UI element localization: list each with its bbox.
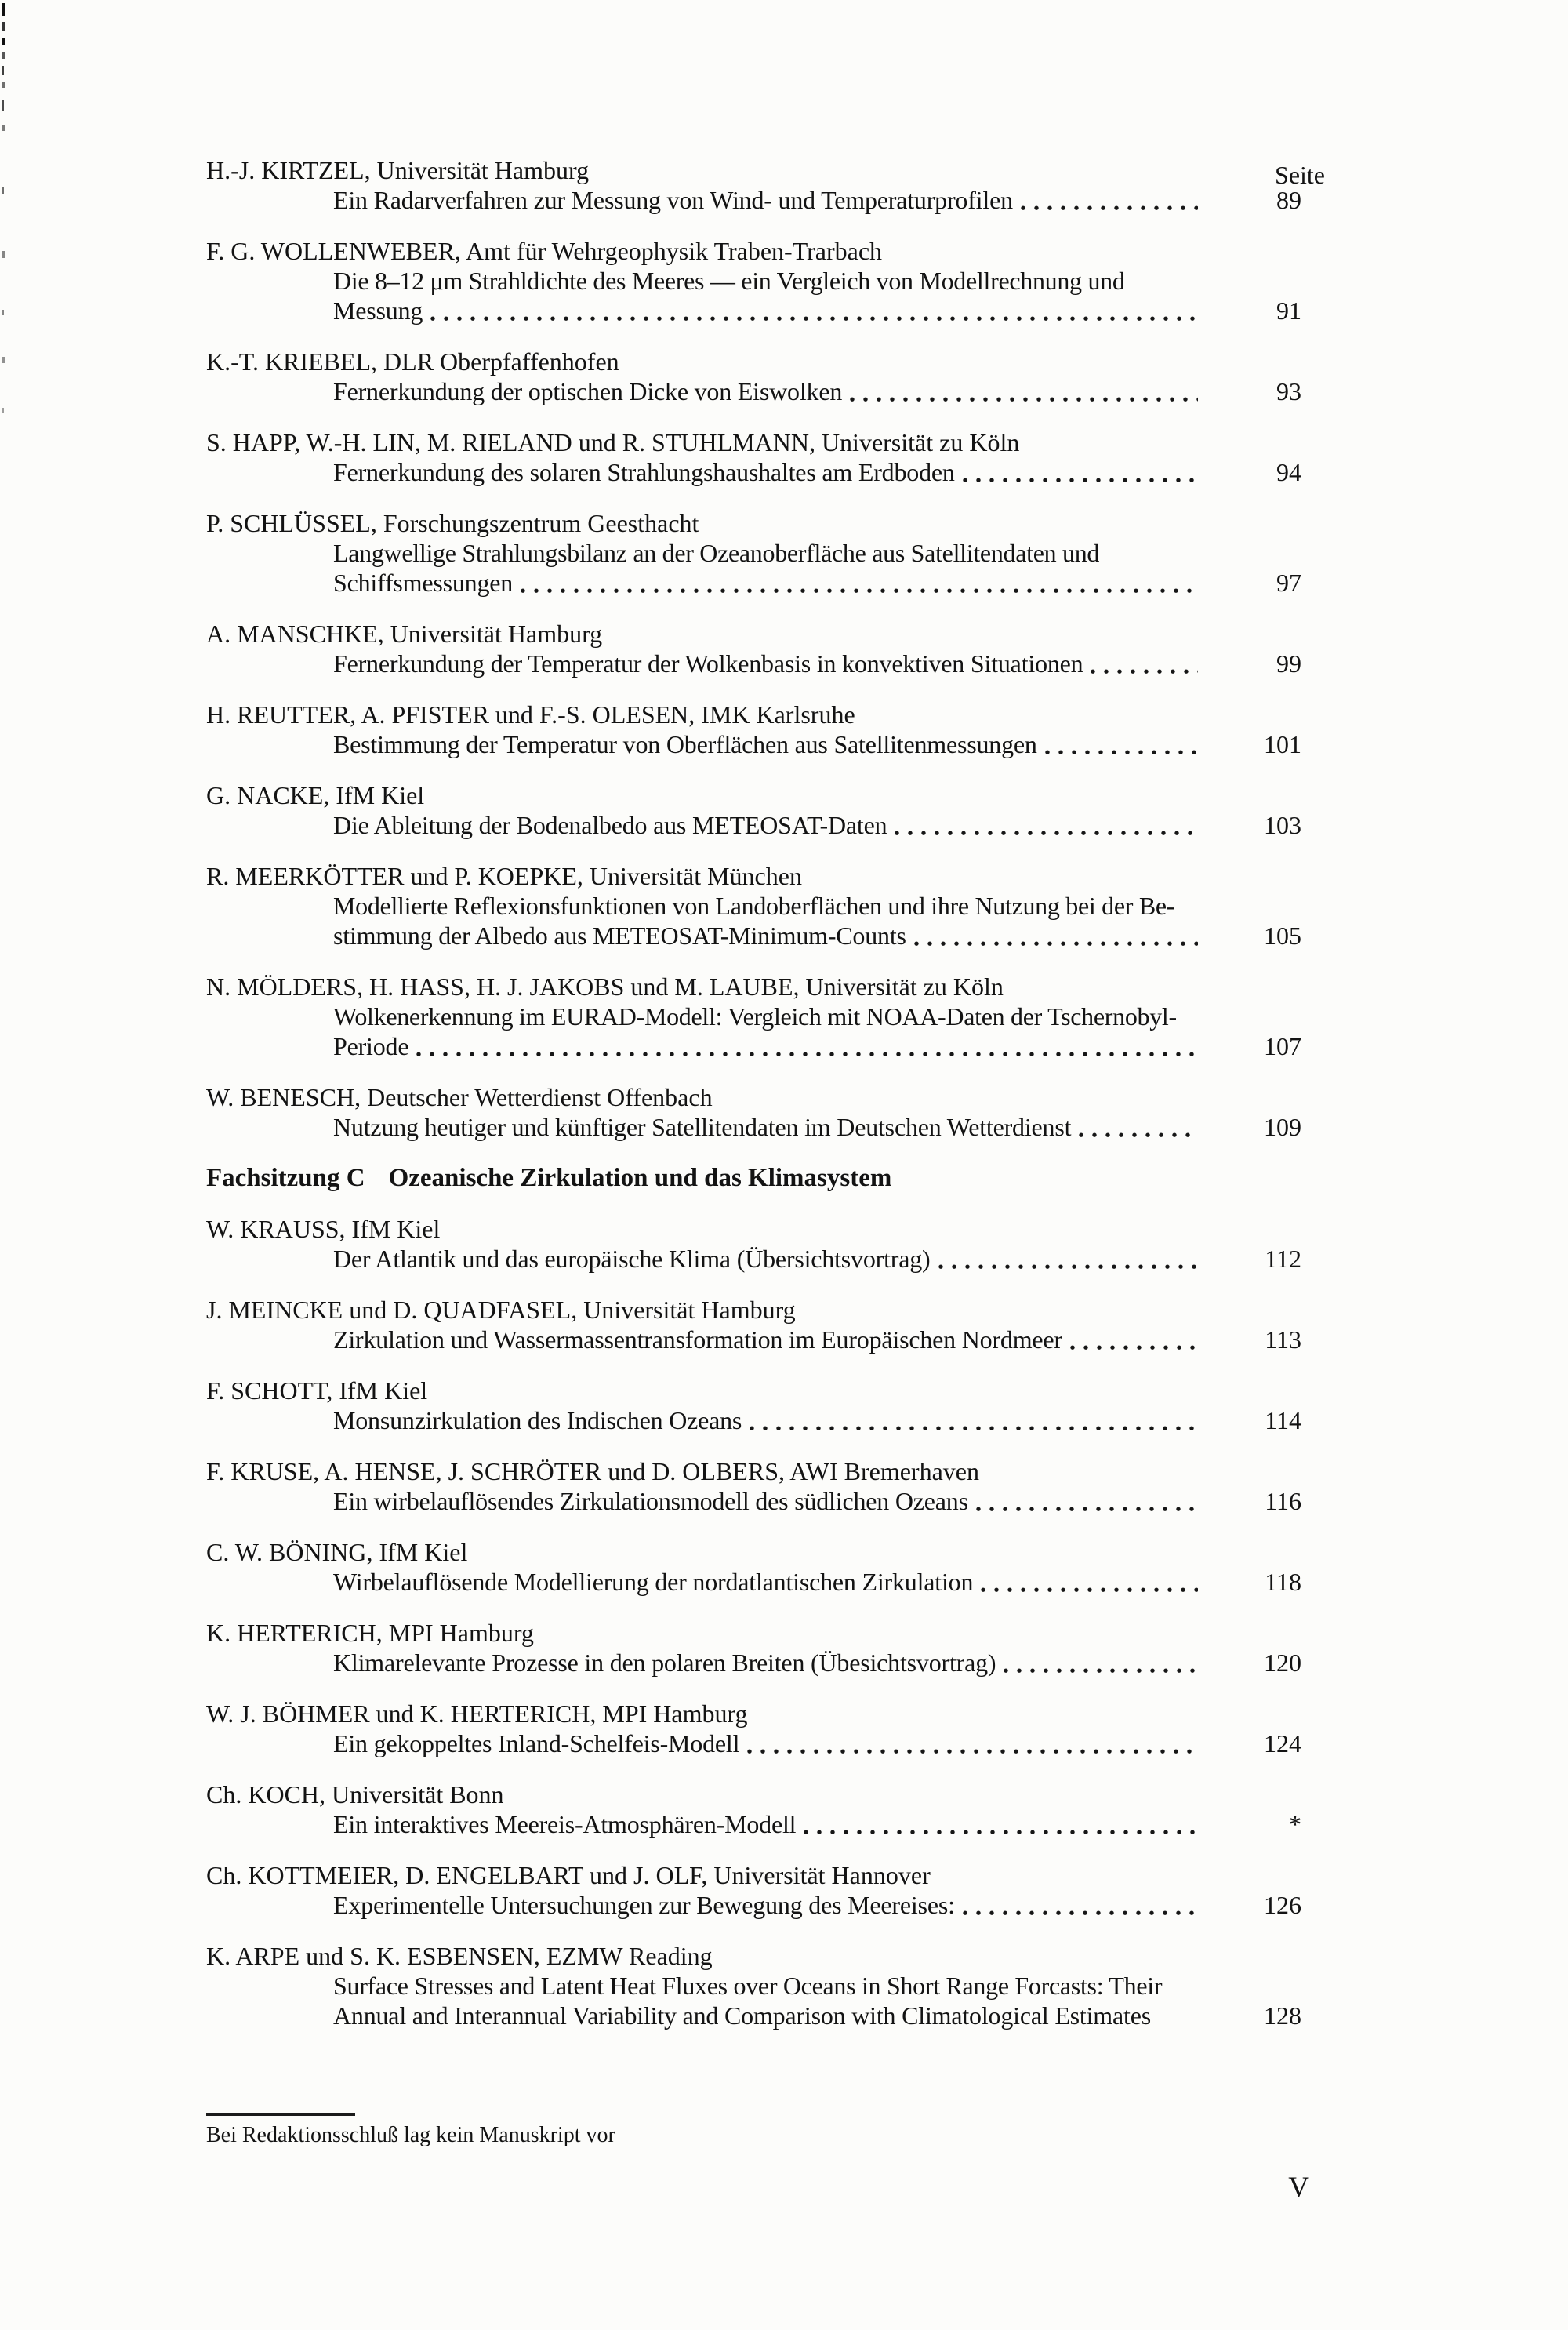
entry-authors: K. ARPE und S. K. ESBENSEN, EZMW Reading (206, 1942, 713, 1970)
entry-title-row (333, 1728, 1301, 1758)
entry-title-row (333, 1244, 1301, 1274)
entry-title-row (333, 1031, 1301, 1061)
entry-page-number: 97 (1276, 569, 1301, 597)
entry-page-number: 114 (1265, 1406, 1301, 1434)
scan-artifact (2, 22, 5, 31)
entry-title: Bestimmung der Temperatur von Oberflächen aus Satellitenmessungen (333, 730, 1037, 758)
entry-title: Schiffsmessungen (333, 569, 514, 597)
entry-title: stimmung der Albedo aus METEOSAT-Minimum-Counts (333, 921, 906, 950)
dot-leader (416, 1052, 1198, 1057)
entry-title-line: Die 8–12 μm Strahldichte des Meeres — ein Vergleich von Modellrechnung und (333, 267, 1125, 295)
entry-title: Die Ableitung der Bodenalbedo aus METEOSAT-Daten (333, 811, 887, 839)
toc-entry (206, 347, 1301, 406)
dot-leader (976, 1507, 1198, 1512)
scan-artifact (2, 82, 5, 88)
entry-title: Fernerkundung des solaren Strahlungshaushaltes am Erdboden (333, 458, 955, 486)
entry-titles (333, 1405, 1301, 1435)
dot-leader (750, 1426, 1198, 1431)
entry-page-number: 89 (1276, 186, 1301, 214)
entry-authors: R. MEERKÖTTER und P. KOEPKE, Universität München (206, 862, 802, 890)
entry-page-number: 113 (1265, 1325, 1301, 1354)
dot-leader (1079, 1132, 1198, 1138)
scan-artifact (2, 125, 5, 131)
entry-authors: G. NACKE, IfM Kiel (206, 781, 425, 809)
toc-entry (206, 1860, 1301, 1920)
entry-page-number: 128 (1264, 2001, 1301, 2030)
entry-titles (333, 1648, 1301, 1678)
entry-page-number: 109 (1264, 1113, 1301, 1141)
entry-title: Monsunzirkulation des Indischen Ozeans (333, 1406, 742, 1434)
entry-page-number: 126 (1264, 1891, 1301, 1919)
entry-authors: P. SCHLÜSSEL, Forschungszentrum Geesthacht (206, 509, 699, 537)
entry-title-row (333, 185, 1301, 215)
entry-title-row (333, 1405, 1301, 1435)
entry-page-number: 112 (1265, 1245, 1301, 1273)
entry-title-row (333, 810, 1301, 840)
scan-artifact (2, 3, 5, 16)
entry-title-row (333, 1486, 1301, 1516)
entry-titles (333, 457, 1301, 487)
dot-leader (430, 316, 1198, 322)
dot-leader (1045, 750, 1198, 755)
entry-titles (333, 1890, 1301, 1920)
toc-entry (206, 619, 1301, 678)
toc-entry (206, 236, 1301, 325)
entry-page-number: 91 (1276, 296, 1301, 325)
entry-titles (333, 185, 1301, 215)
toc-entry (206, 155, 1301, 215)
toc-entry (206, 972, 1301, 1061)
entry-title: Messung (333, 296, 423, 325)
scan-artifact (2, 66, 4, 75)
scan-artifact (2, 187, 4, 194)
entry-title-row (333, 376, 1301, 406)
entry-page-number: 120 (1264, 1648, 1301, 1677)
entry-titles (333, 1809, 1301, 1839)
entry-title: Wirbelauflösende Modellierung der nordatlantischen Zirkulation (333, 1568, 974, 1596)
page-column-header: Seite (1275, 161, 1325, 189)
toc-entry (206, 780, 1301, 840)
entry-title-row (333, 1567, 1301, 1597)
scan-artifact (2, 251, 5, 258)
entry-authors: F. G. WOLLENWEBER, Amt für Wehrgeophysik Traben-Trarbach (206, 237, 883, 265)
entry-titles (333, 1567, 1301, 1597)
entry-title-row (333, 568, 1301, 598)
entry-title-line: Wolkenerkennung im EURAD-Modell: Vergleich mit NOAA-Daten der Tschernobyl- (333, 1002, 1177, 1031)
scan-artifact (2, 100, 4, 111)
toc-entry (206, 1082, 1301, 1142)
toc-entry (206, 1376, 1301, 1435)
entry-titles (333, 891, 1301, 951)
entry-title: Fernerkundung der optischen Dicke von Eiswolken (333, 377, 843, 405)
entry-titles (333, 729, 1301, 759)
toc-entry (206, 1456, 1301, 1516)
scan-artifact (2, 38, 5, 45)
entry-authors: K. HERTERICH, MPI Hamburg (206, 1619, 534, 1647)
entry-title-row (333, 1325, 1301, 1354)
scan-artifact (2, 408, 4, 413)
entry-title: Nutzung heutiger und künftiger Satellitendaten im Deutschen Wetterdienst (333, 1113, 1072, 1141)
entry-authors: F. KRUSE, A. HENSE, J. SCHRÖTER und D. OLBERS, AWI Bremerhaven (206, 1457, 979, 1485)
entry-authors: Ch. KOTTMEIER, D. ENGELBART und J. OLF, Universität Hannover (206, 1861, 931, 1889)
entry-page-number: 118 (1265, 1568, 1301, 1596)
entry-titles (333, 649, 1301, 678)
entry-title-row (333, 1809, 1301, 1839)
toc-entry (206, 861, 1301, 951)
entry-title: Periode (333, 1032, 409, 1060)
dot-leader (850, 397, 1198, 402)
entry-page-number: 103 (1264, 811, 1301, 839)
scan-artifact (2, 357, 5, 363)
toc-entry (206, 508, 1301, 598)
entry-titles (333, 538, 1301, 598)
entry-title-line: Modellierte Reflexionsfunktionen von Landoberflächen und ihre Nutzung bei der Be- (333, 892, 1175, 920)
dot-leader (1021, 205, 1198, 211)
scan-artifact (2, 310, 4, 315)
entry-titles (333, 1486, 1301, 1516)
dot-leader (1091, 669, 1198, 674)
dot-leader (747, 1749, 1198, 1754)
dot-leader (804, 1830, 1198, 1835)
entry-title: Ein interaktives Meereis-Atmosphären-Modell (333, 1810, 797, 1838)
entry-authors: K.-T. KRIEBEL, DLR Oberpfaffenhofen (206, 347, 619, 376)
entry-title-row (333, 1112, 1301, 1142)
dot-leader (1004, 1668, 1198, 1674)
entry-authors: N. MÖLDERS, H. HASS, H. J. JAKOBS und M. LAUBE, Universität zu Köln (206, 972, 1004, 1001)
entry-authors: W. KRAUSS, IfM Kiel (206, 1215, 441, 1243)
entry-authors: A. MANSCHKE, Universität Hamburg (206, 620, 603, 648)
entry-titles (333, 376, 1301, 406)
entry-title: Ein wirbelauflösendes Zirkulationsmodell des südlichen Ozeans (333, 1487, 968, 1515)
toc-entry (206, 1618, 1301, 1678)
entry-title-row (333, 921, 1301, 951)
entry-title: Ein Radarverfahren zur Messung von Wind- und Temperaturprofilen (333, 186, 1013, 214)
entry-authors: H.-J. KIRTZEL, Universität Hamburg (206, 156, 590, 184)
section-header-label: Fachsitzung C (206, 1164, 365, 1192)
entry-title-row (333, 296, 1301, 325)
entry-title-row (333, 1890, 1301, 1920)
entry-authors: S. HAPP, W.-H. LIN, M. RIELAND und R. STUHLMANN, Universität zu Köln (206, 428, 1020, 456)
entry-page-number: 107 (1264, 1032, 1301, 1060)
dot-leader (895, 831, 1198, 836)
entry-title: Experimentelle Untersuchungen zur Bewegung des Meereises: (333, 1891, 955, 1919)
toc-entry (206, 1779, 1301, 1839)
entry-title: Klimarelevante Prozesse in den polaren Breiten (Übesichtsvortrag) (333, 1648, 996, 1677)
entry-title-row (333, 1648, 1301, 1678)
entry-page-number: 101 (1264, 730, 1301, 758)
entry-title-row (333, 649, 1301, 678)
dot-leader (963, 1910, 1198, 1916)
entry-page-number: 105 (1264, 921, 1301, 950)
toc-entry (206, 1699, 1301, 1758)
entry-titles (333, 1971, 1301, 2030)
entry-titles (333, 810, 1301, 840)
toc-entry (206, 427, 1301, 487)
toc-entry (206, 1537, 1301, 1597)
entry-title: Der Atlantik und das europäische Klima (Übersichtsvortrag) (333, 1245, 931, 1273)
entry-page-number: 99 (1276, 649, 1301, 678)
entry-title-line: Langwellige Strahlungsbilanz an der Ozeanoberfläche aus Satellitendaten und (333, 539, 1100, 567)
footnote-text: Bei Redaktionsschluß lag kein Manuskript vor (206, 2123, 615, 2147)
entry-title: Fernerkundung der Temperatur der Wolkenbasis in konvektiven Situationen (333, 649, 1083, 678)
entry-title: Zirkulation und Wassermassentransformation im Europäischen Nordmeer (333, 1325, 1062, 1354)
entry-titles (333, 1112, 1301, 1142)
entry-authors: W. J. BÖHMER und K. HERTERICH, MPI Hamburg (206, 1699, 748, 1728)
entry-authors: J. MEINCKE und D. QUADFASEL, Universität Hamburg (206, 1296, 796, 1324)
dot-leader (981, 1587, 1198, 1593)
entry-titles (333, 1325, 1301, 1354)
entry-titles (333, 266, 1301, 325)
entry-title-row (333, 2001, 1301, 2030)
dot-leader (914, 941, 1198, 947)
dot-leader (521, 588, 1198, 594)
dot-leader (1070, 1345, 1198, 1350)
toc-entry (206, 700, 1301, 759)
entry-page-number: 93 (1276, 377, 1301, 405)
entry-page-number: * (1289, 1810, 1301, 1838)
entry-title-line: Surface Stresses and Latent Heat Fluxes over Oceans in Short Range Forcasts: Their (333, 1972, 1163, 2000)
entry-page-number: 124 (1264, 1729, 1301, 1757)
scan-artifact (2, 52, 5, 59)
entry-authors: F. SCHOTT, IfM Kiel (206, 1376, 428, 1405)
entry-titles (333, 1728, 1301, 1758)
entry-title: Annual and Interannual Variability and Comparison with Climatological Estimates (333, 2001, 1151, 2030)
toc-list (206, 155, 1301, 2052)
entry-titles (333, 1001, 1301, 1061)
entry-title-row (333, 729, 1301, 759)
entry-authors: C. W. BÖNING, IfM Kiel (206, 1538, 468, 1566)
entry-authors: W. BENESCH, Deutscher Wetterdienst Offenbach (206, 1083, 713, 1111)
entry-title: Ein gekoppeltes Inland-Schelfeis-Modell (333, 1729, 740, 1757)
footnote-rule (206, 2113, 355, 2116)
toc-entry (206, 1214, 1301, 1274)
dot-leader (963, 478, 1198, 483)
dot-leader (938, 1264, 1198, 1270)
entry-authors: H. REUTTER, A. PFISTER und F.-S. OLESEN, IMK Karlsruhe (206, 700, 855, 729)
toc-entry (206, 1941, 1301, 2030)
entry-page-number: 116 (1265, 1487, 1301, 1515)
entry-page-number: 94 (1276, 458, 1301, 486)
page-number-roman: V (1288, 2172, 1309, 2204)
section-header (206, 1163, 1301, 1193)
section-header-title: Ozeanische Zirkulation und das Klimasystem (388, 1164, 892, 1192)
entry-title-row (333, 457, 1301, 487)
entry-authors: Ch. KOCH, Universität Bonn (206, 1780, 504, 1808)
toc-entry (206, 1295, 1301, 1354)
entry-titles (333, 1244, 1301, 1274)
